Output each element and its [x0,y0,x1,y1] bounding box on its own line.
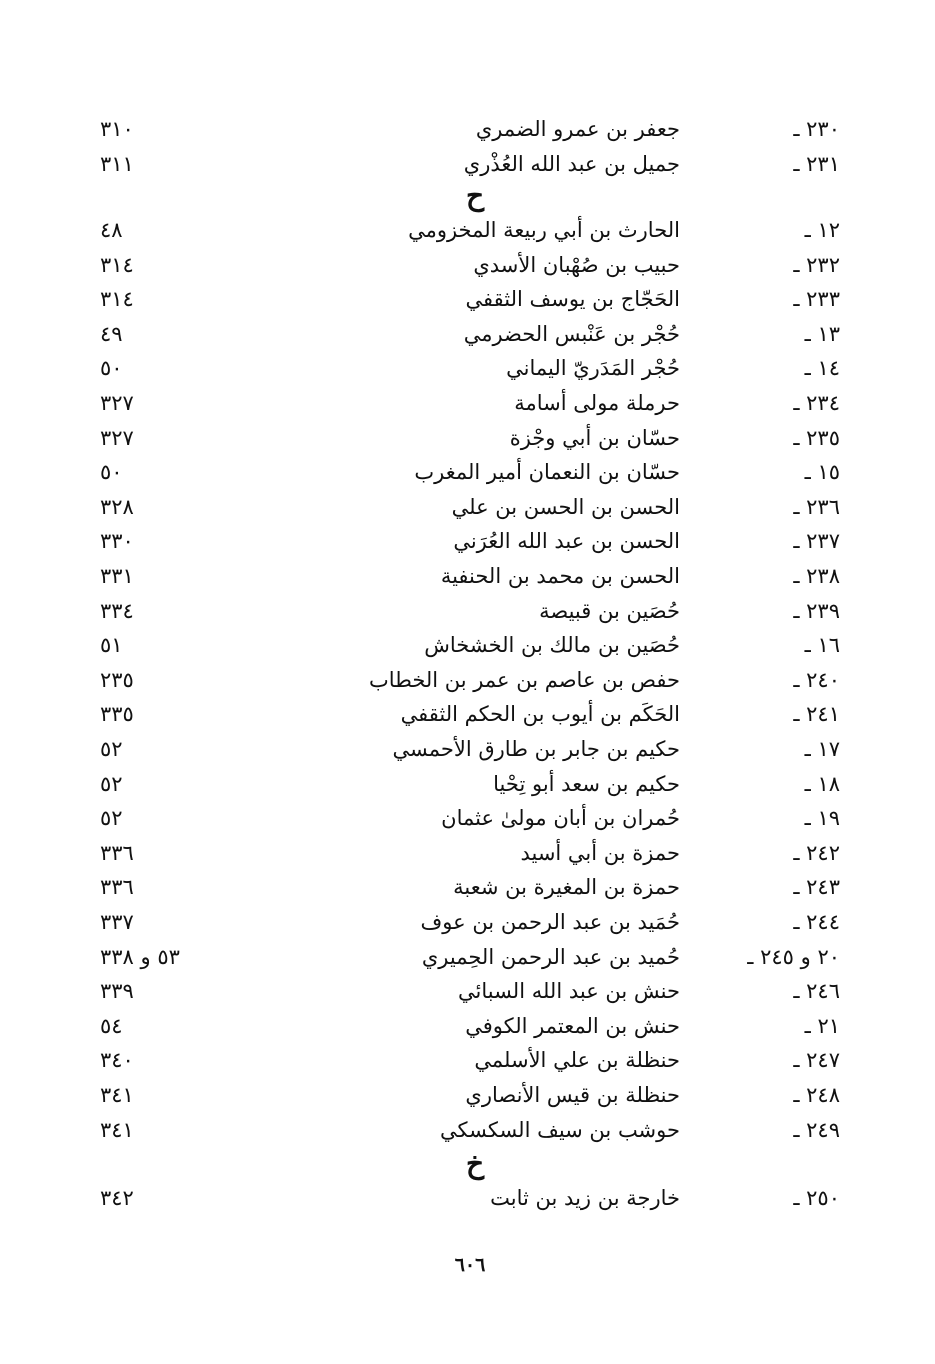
entry-page: ٥٠ [100,356,123,381]
entry-name: حمزة بن المغيرة بن شعبة [453,875,680,900]
entry-name: الحارث بن أبي ربيعة المخزومي [408,218,680,242]
entry-page: ٤٨ [100,218,123,242]
page-number: ٦٠٦ [454,1254,486,1276]
entry-number: ٢٣١ ـ [793,151,840,176]
index-entry [0,870,935,904]
index-entry [0,663,935,697]
index-entry [0,386,935,420]
entry-page: ٣٤٢ [100,1186,134,1210]
entry-name: حكيم بن جابر بن طارق الأحمسي [392,737,680,761]
entry-page: ٣١١ [100,151,134,176]
entry-number: ٢٤٤ ـ [793,910,840,934]
entry-number: ٢٤٨ ـ [793,1083,840,1107]
entry-name: حسّان بن النعمان أمير المغرب [414,460,680,485]
entry-page: ٣٤٠ [100,1048,134,1073]
entry-name: حنش بن المعتمر الكوفي [465,1013,680,1038]
entry-page: ٣٣٩ [100,979,134,1004]
entry-name: حُمَيد بن عبد الرحمن بن عوف [420,910,680,934]
entry-number: ٢٣٣ ـ [793,287,840,312]
entry-name: حُميد بن عبد الرحمن الحِميري [421,944,680,969]
entry-name: الحسن بن محمد بن الحنفية [440,564,680,588]
index-entry [0,351,935,385]
entry-number: ٢٣٤ ـ [793,391,840,415]
entry-number: ١٤ ـ [804,356,840,381]
index-entry [0,213,935,247]
entry-name: الحسن بن عبد الله العُرَني [453,529,680,554]
entry-page: ٣٢٧ [100,425,134,450]
entry-name: حفص بن عاصم بن عمر بن الخطاب [368,667,680,692]
entry-number: ٢٣٥ ـ [793,425,840,450]
entry-number: ٢٣٩ ـ [793,598,840,623]
entry-number: ١٥ ـ [804,460,840,485]
index-entry [0,282,935,316]
entry-name: حمزة بن أبي أسيد [520,840,680,865]
entry-number: ١٧ ـ [804,737,840,761]
entry-page: ٥٣ و ٣٣٨ [100,944,180,969]
entry-name: حُجْر المَدَريّ اليماني [506,356,680,381]
entry-name: الحَجّاج بن يوسف الثقفي [465,287,680,312]
entry-name: حنش بن عبد الله السبائي [457,979,680,1004]
entry-name: حنظلة بن علي الأسلمي [474,1048,680,1073]
entry-name: حسّان بن أبي وجْزة [509,425,680,450]
section-letter-heading: خ [465,1147,485,1180]
entry-page: ٣٢٨ [100,494,134,519]
index-entry [0,248,935,282]
entry-name: خارجة بن زيد بن ثابت [490,1186,680,1210]
section-letter-heading: ح [465,179,485,212]
entry-page: ٤٩ [100,321,123,346]
index-entry [0,317,935,351]
entry-page: ٥٠ [100,460,123,485]
entry-page: ٣٤١ [100,1083,134,1107]
index-entry [0,1009,935,1043]
index-entry [0,147,935,181]
entry-page: ٥١ [100,633,123,658]
entry-name: حنظلة بن قيس الأنصاري [465,1083,680,1107]
index-entry [0,559,935,593]
index-entry [0,767,935,801]
entry-number: ٢٣٧ ـ [793,529,840,554]
entry-number: ٢٤٩ ـ [793,1117,840,1142]
entry-page: ٥٤ [100,1013,123,1038]
entry-page: ٣٣٥ [100,702,134,727]
entry-page: ٣١٠ [100,117,134,141]
index-entry [0,1181,935,1215]
entry-number: ٢٤٠ ـ [793,667,840,692]
entry-name: حُمران بن أبان مولىٰ عثمان [441,806,680,831]
entry-number: ٢٤٣ ـ [793,875,840,900]
entry-name: جعفر بن عمرو الضمري [475,117,680,141]
entry-number: ٢٣٠ ـ [793,117,840,141]
index-entry [0,112,935,146]
entry-name: حكيم بن سعد أبو تِحْيا [493,771,680,796]
entry-number: ١٦ ـ [804,633,840,658]
entry-page: ٣٣١ [100,564,134,588]
entry-name: حُصَين بن مالك بن الخشخاش [424,633,680,658]
index-entry [0,801,935,835]
entry-number: ٢٣٢ ـ [793,252,840,277]
index-entry [0,1113,935,1147]
entry-name: الحسن بن الحسن بن علي [451,494,680,519]
entry-number: ٢٤٦ ـ [793,979,840,1004]
index-entry [0,594,935,628]
entry-number: ٢١ ـ [804,1013,840,1038]
index-entry [0,940,935,974]
entry-page: ٥٢ [100,806,123,831]
entry-number: ٢٠ و ٢٤٥ ـ [747,944,840,969]
index-entry [0,421,935,455]
index-entry [0,1078,935,1112]
index-entry [0,697,935,731]
entry-number: ٢٣٦ ـ [793,494,840,519]
entry-page: ٣١٤ [100,287,134,312]
entry-page: ٣١٤ [100,252,134,277]
entry-page: ٣٣٧ [100,910,134,934]
entry-number: ١٩ ـ [804,806,840,831]
entry-number: ١٢ ـ [804,218,840,242]
index-entry [0,1043,935,1077]
entry-name: جميل بن عبد الله العُذْري [463,151,680,176]
entry-name: حبيب بن صُهْبان الأسدي [473,252,680,277]
index-entry [0,490,935,524]
entry-page: ٣٤١ [100,1117,134,1142]
entry-page: ٣٣٤ [100,598,134,623]
entry-name: الحَكَم بن أيوب بن الحكم الثقفي [400,702,680,727]
index-entry [0,455,935,489]
index-entry [0,628,935,662]
index-entry [0,905,935,939]
entry-number: ٢٤٢ ـ [793,840,840,865]
entry-page: ٥٢ [100,771,123,796]
entry-number: ٢٥٠ ـ [793,1186,840,1210]
entry-name: حُجْر بن عَنْبس الحضرمي [463,321,680,346]
index-entry [0,974,935,1008]
entry-page: ٥٢ [100,737,123,761]
entry-name: حُصَين بن قبيصة [539,598,680,623]
entry-number: ٢٤١ ـ [793,702,840,727]
index-entry [0,524,935,558]
entry-page: ٣٢٧ [100,391,134,415]
entry-name: حوشب بن سيف السكسكي [440,1117,680,1142]
entry-page: ٣٣٦ [100,875,134,900]
index-entry [0,732,935,766]
entry-name: حرملة مولى أسامة [514,391,680,415]
entry-number: ١٣ ـ [804,321,840,346]
entry-number: ١٨ ـ [804,771,840,796]
entry-page: ٣٣٦ [100,840,134,865]
entry-number: ٢٤٧ ـ [793,1048,840,1073]
entry-page: ٣٣٠ [100,529,134,554]
entry-page: ٢٣٥ [100,667,134,692]
index-entry [0,836,935,870]
entry-number: ٢٣٨ ـ [793,564,840,588]
